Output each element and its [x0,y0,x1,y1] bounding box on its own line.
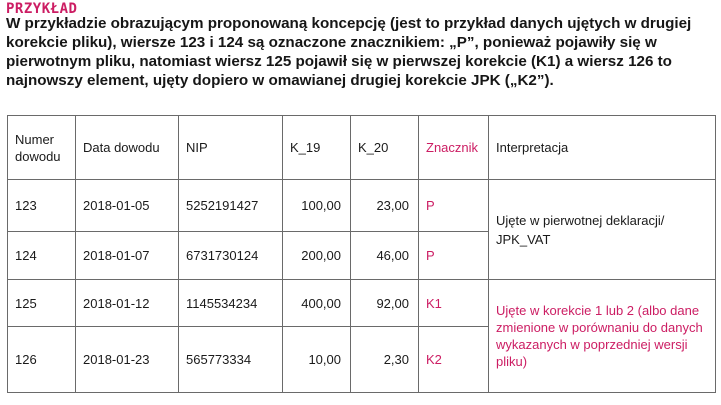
header-k19: K_19 [283,116,351,180]
cell-k20: 2,30 [351,327,419,393]
header-data: Data dowodu [76,116,179,180]
header-interpretacja: Interpretacja [489,116,716,180]
cell-nip: 565773334 [179,327,283,393]
header-znacznik: Znacznik [419,116,489,180]
cell-numer: 123 [8,180,76,232]
cell-numer: 126 [8,327,76,393]
cell-nip: 1145534234 [179,280,283,327]
cell-znacznik: K1 [419,280,489,327]
example-heading: PRZYKŁAD [6,1,78,17]
cell-numer: 124 [8,232,76,280]
intro-paragraph: W przykładzie obrazującym proponowaną koncepcję (jest to przykład danych ujętych w drugiej korekcie pliku), wiersze 123 i 124 są oznaczone znacznikiem: „P”, ponieważ pojawiły się w pierwotnym pliku, natomiast wiersz 125 pojawił się w pierwszej korekcie (K1) a wiersz 126 to najnowszy element, ujęty dopiero w omawianej drugiej korekcie JPK („K2”). [6,15,692,89]
cell-k19: 200,00 [283,232,351,280]
header-k20: K_20 [351,116,419,180]
cell-k20: 46,00 [351,232,419,280]
cell-znacznik: P [419,232,489,280]
header-numer: Numer dowodu [8,116,76,180]
interpretation-original: Ujęte w pierwotnej deklaracji/ JPK_VAT [489,180,716,280]
cell-data: 2018-01-07 [76,232,179,280]
table-row [8,280,716,327]
cell-data: 2018-01-05 [76,180,179,232]
cell-k19: 100,00 [283,180,351,232]
cell-numer: 125 [8,280,76,327]
cell-nip: 6731730124 [179,232,283,280]
cell-nip: 5252191427 [179,180,283,232]
cell-k19: 10,00 [283,327,351,393]
cell-znacznik: P [419,180,489,232]
cell-data: 2018-01-23 [76,327,179,393]
cell-znacznik: K2 [419,327,489,393]
cell-data: 2018-01-12 [76,280,179,327]
table-header-row [8,116,716,180]
interpretation-correction: Ujęte w korekcie 1 lub 2 (albo dane zmienione w porównaniu do danych wykazanych w poprzedniej wersji pliku) [489,280,716,393]
header-nip: NIP [179,116,283,180]
cell-k20: 92,00 [351,280,419,327]
jpk-example-table [7,115,716,393]
table-row [8,180,716,232]
cell-k20: 23,00 [351,180,419,232]
cell-k19: 400,00 [283,280,351,327]
